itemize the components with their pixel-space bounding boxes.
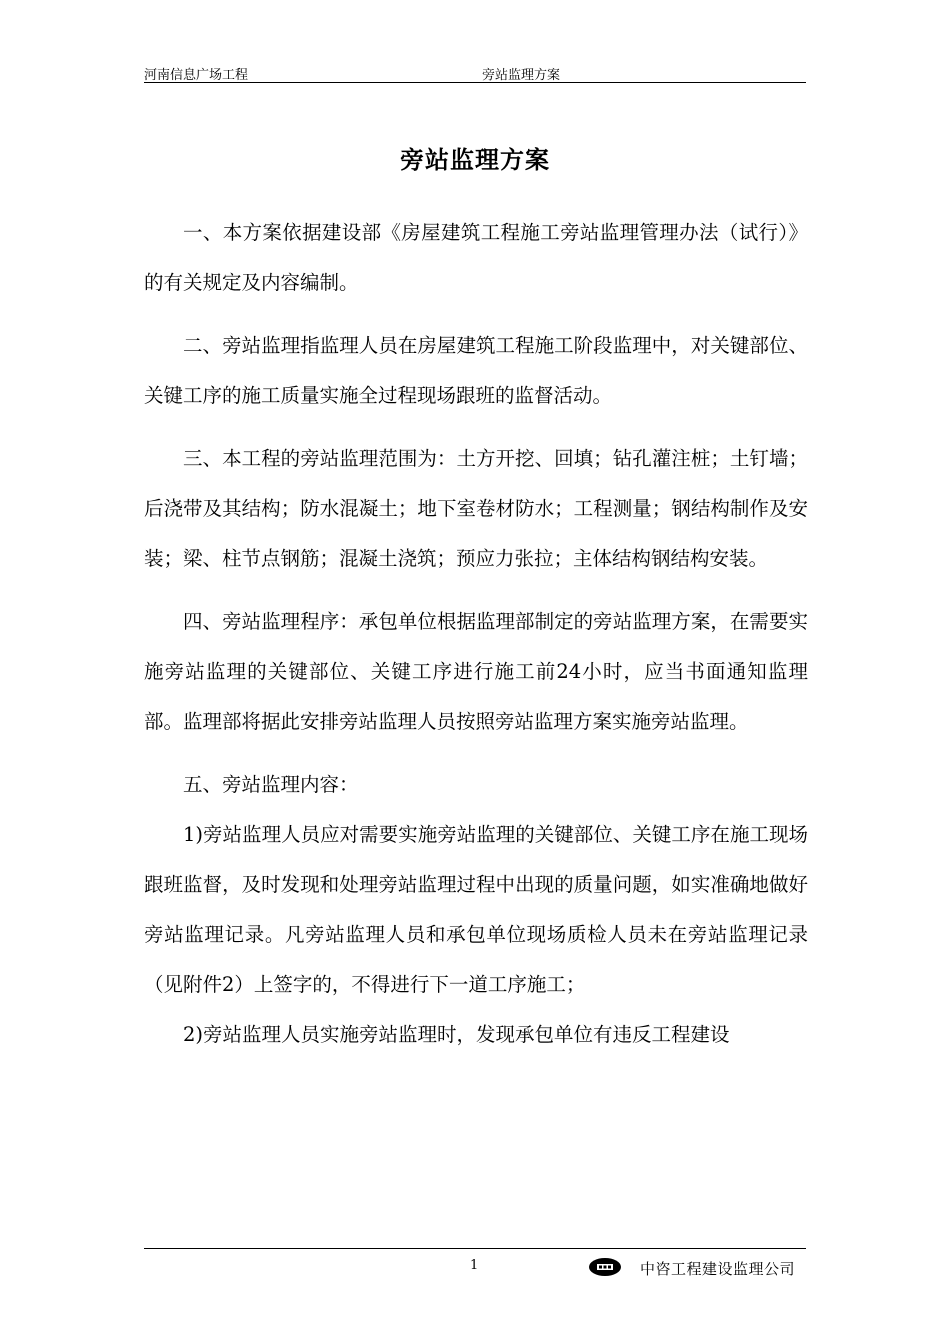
- header-project-name: 河南信息广场工程: [144, 68, 249, 83]
- document-title: 旁站监理方案: [400, 145, 550, 174]
- header-doc-name: 旁站监理方案: [482, 68, 561, 83]
- document-body: [144, 208, 808, 1060]
- paragraph-2: 二、旁站监理指监理人员在房屋建筑工程施工阶段监理中，对关键部位、关键工序的施工质量实施全过程现场跟班的监督活动。: [144, 334, 808, 407]
- footer-company-name: 中咨工程建设监理公司: [640, 1260, 796, 1278]
- paragraph-3: 三、本工程的旁站监理范围为：土方开挖、回填；钻孔灌注桩；土钉墙；后浇带及其结构；防水混凝土；地下室卷材防水；工程测量；钢结构制作及安装；梁、柱节点钢筋；混凝土浇筑；预应力张拉；主体结构钢结构安装。: [144, 447, 808, 570]
- paragraph-4: 四、旁站监理程序：承包单位根据监理部制定的旁站监理方案，在需要实施旁站监理的关键部位、关键工序进行施工前24小时，应当书面通知监理部。监理部将据此安排旁站监理人员按照旁站监理方案实施旁站监理。: [144, 610, 808, 733]
- footer-divider: [144, 1248, 806, 1249]
- paragraph-7: 2)旁站监理人员实施旁站监理时，发现承包单位有违反工程建设: [183, 1023, 730, 1046]
- header-divider: [144, 82, 806, 83]
- paragraph-6: 1)旁站监理人员应对需要实施旁站监理的关键部位、关键工序在施工现场跟班监督，及时发现和处理旁站监理过程中出现的质量问题，如实准确地做好旁站监理记录。凡旁站监理人员和承包单位现场质检人员未在旁站监理记录（见附件2）上签字的，不得进行下一道工序施工；: [144, 823, 808, 996]
- paragraph-1: 一、本方案依据建设部《房屋建筑工程施工旁站监理管理办法（试行）》的有关规定及内容编制。: [144, 221, 808, 294]
- page-number: 1: [470, 1258, 479, 1273]
- page-header: [144, 62, 806, 82]
- paragraph-5: 五、旁站监理内容：: [183, 773, 359, 796]
- company-logo-icon: [588, 1257, 622, 1277]
